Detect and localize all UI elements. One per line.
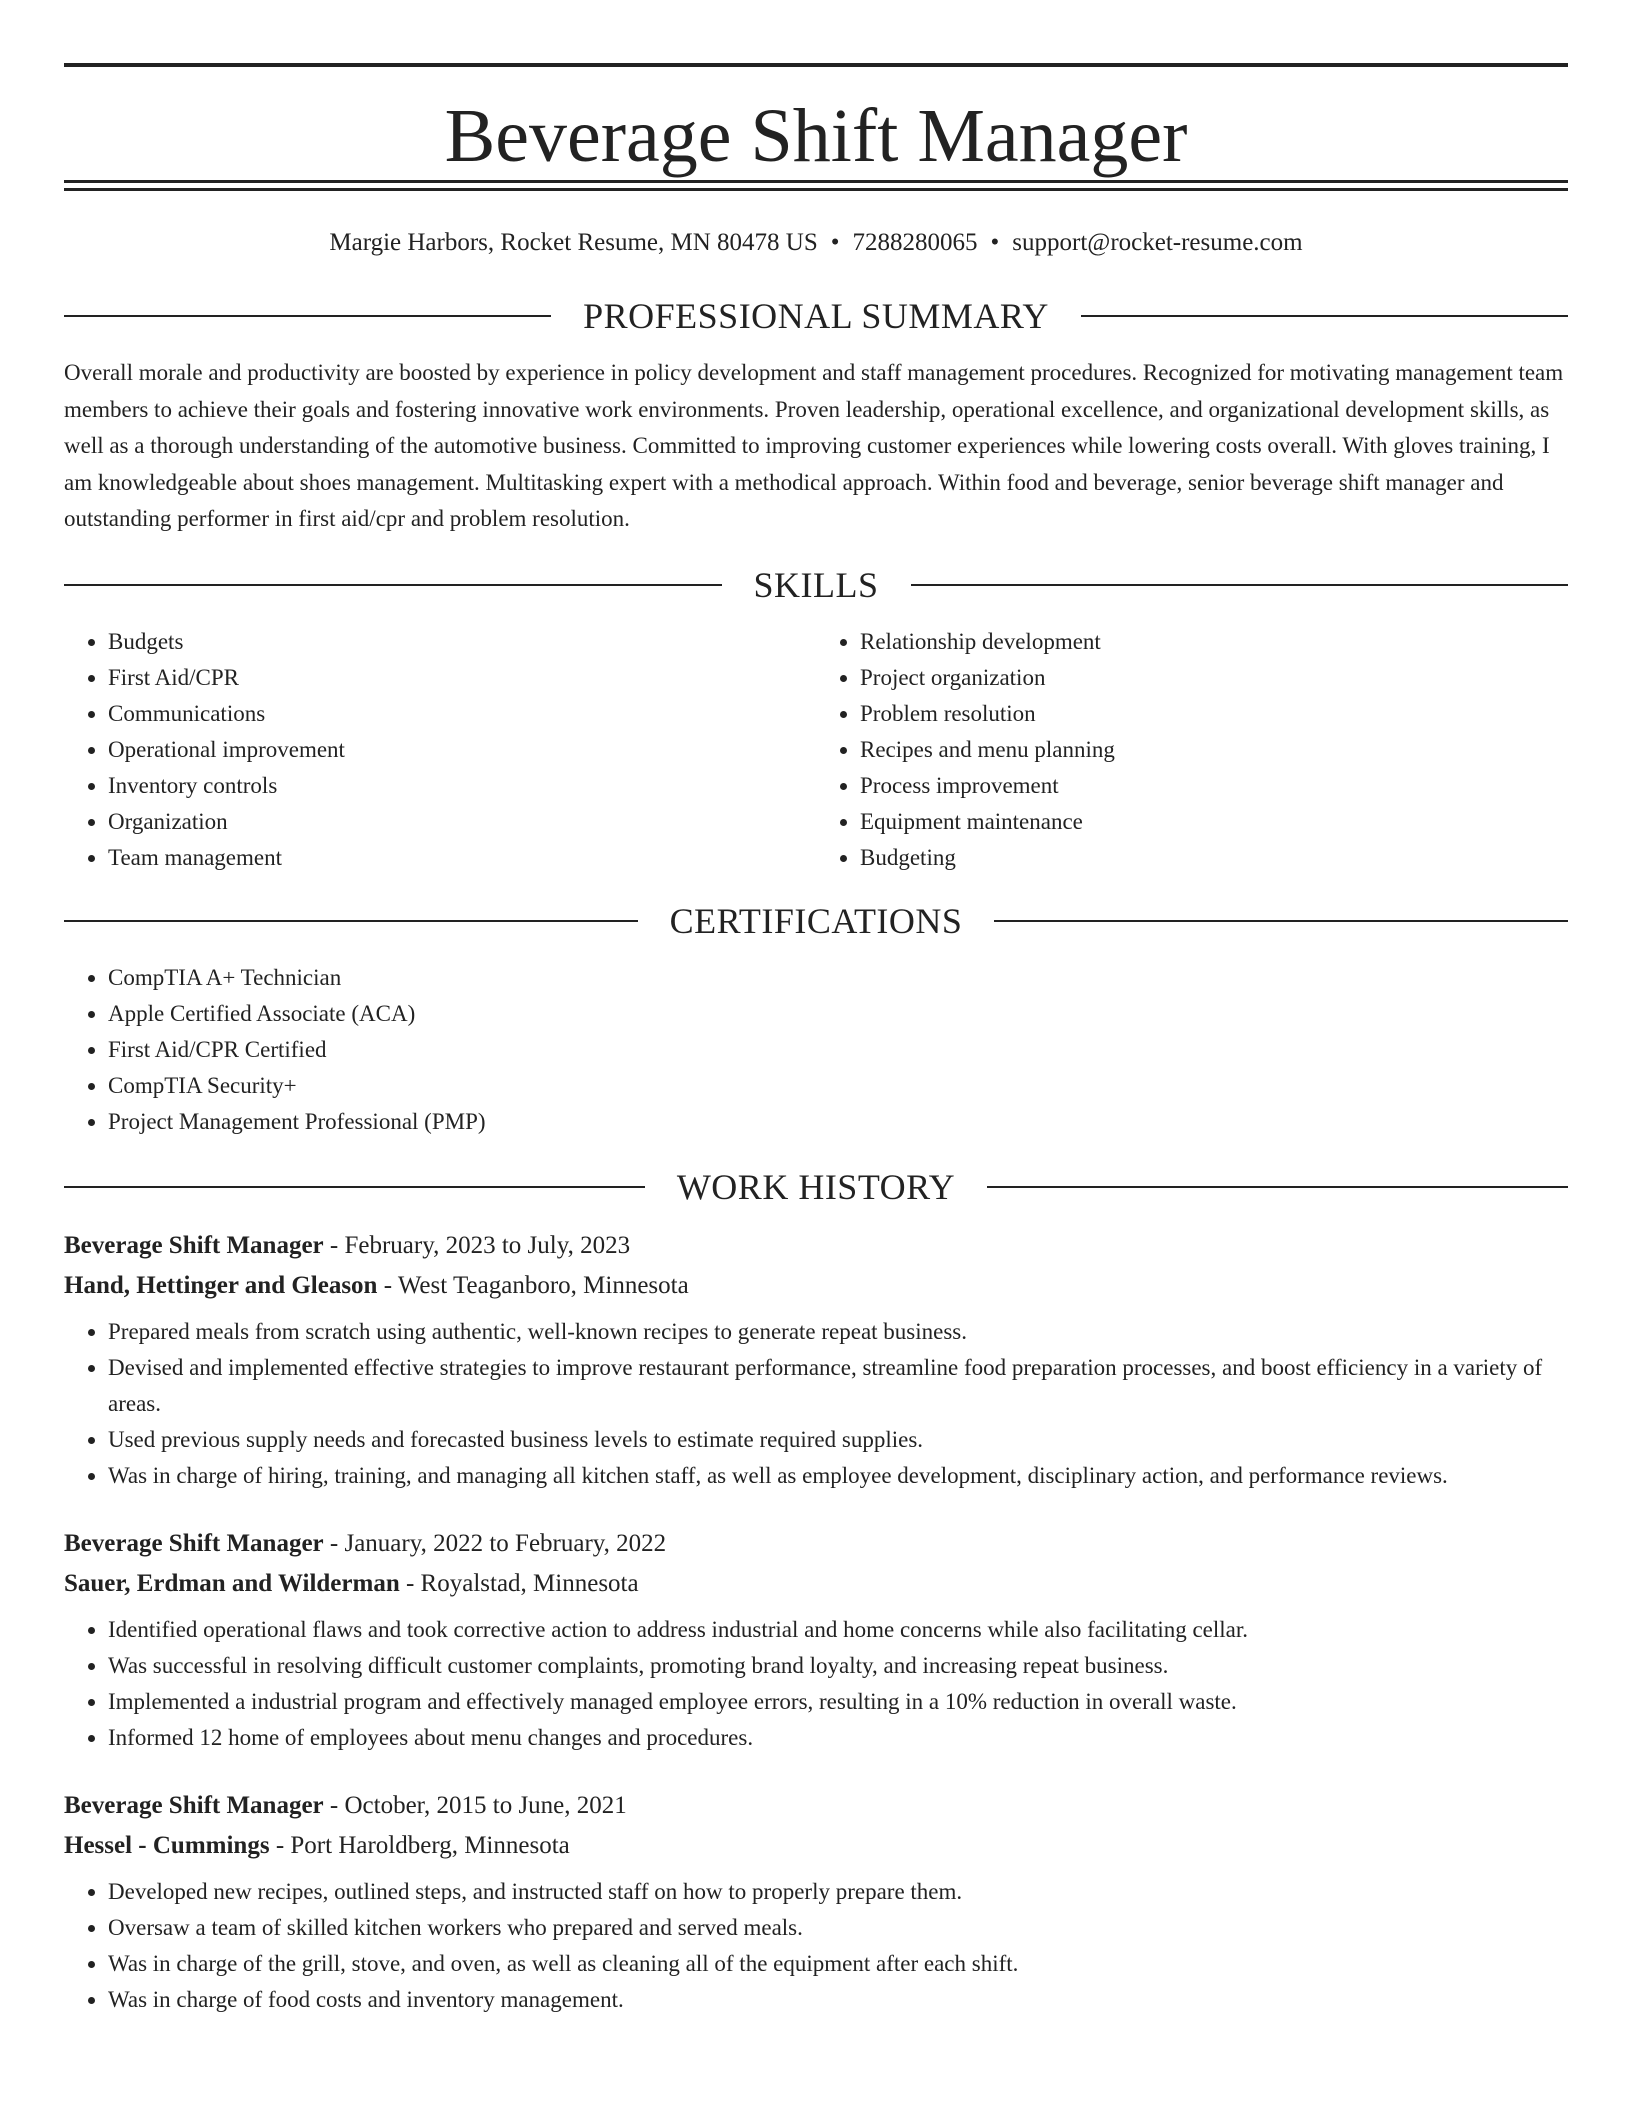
skill-item: • Process improvement [860,768,1568,804]
contact-email: support@rocket-resume.com [1012,229,1303,256]
job-dates: - October, 2015 to June, 2021 [323,1791,627,1819]
certification-item: • Apple Certified Associate (ACA) [108,996,1568,1032]
skills-section-heading [64,560,1568,610]
skills-list-right [816,624,1568,876]
skills-list-left [64,624,816,876]
job-location: - West Teaganboro, Minnesota [377,1271,689,1299]
job-company-line [64,1266,1568,1306]
job-bullet: • Was in charge of the grill, stove, and oven, as well as cleaning all of the equipment after each shift. [108,1946,1568,1982]
job-location: - Port Haroldberg, Minnesota [269,1831,570,1859]
job-bullet: • Developed new recipes, outlined steps, and instructed staff on how to properly prepare them. [108,1874,1568,1910]
job-company-line [64,1826,1568,1866]
skill-item: • Operational improvement [108,732,816,768]
job-bullet: • Prepared meals from scratch using authentic, well-known recipes to generate repeat business. [108,1314,1568,1350]
job-title: Beverage Shift Manager [64,1529,324,1557]
certification-item: • Project Management Professional (PMP) [108,1104,1568,1140]
job-title-line [64,1524,1568,1564]
job-entry [64,1786,1568,2018]
job-bullets [64,1314,1568,1494]
job-company-line [64,1564,1568,1604]
skill-item: • Budgets [108,624,816,660]
job-dates: - January, 2022 to February, 2022 [323,1529,667,1557]
job-bullet: • Was in charge of hiring, training, and managing all kitchen staff, as well as employee development, disciplinary action, and performance reviews. [108,1458,1568,1494]
job-bullet: • Was in charge of food costs and inventory management. [108,1982,1568,2018]
work-history-section-heading [64,1162,1568,1212]
skill-item: • Equipment maintenance [860,804,1568,840]
job-bullet: • Used previous supply needs and forecasted business levels to estimate required supplies. [108,1422,1568,1458]
heading-rule-right [994,920,1568,922]
job-location: - Royalstad, Minnesota [399,1569,639,1597]
contact-separator: • [990,229,1000,256]
heading-rule-left [64,920,638,922]
job-bullets [64,1612,1568,1756]
skill-item: • First Aid/CPR [108,660,816,696]
job-bullets [64,1874,1568,2018]
summary-section-heading [64,291,1568,341]
skill-item: • Communications [108,696,816,732]
certification-item: • CompTIA Security+ [108,1068,1568,1104]
job-company: Hessel - Cummings [64,1831,270,1859]
job-title-line [64,1226,1568,1266]
contact-line [64,227,1568,267]
professional-summary-text: Overall morale and productivity are boosted by experience in policy development and staff management procedures. Recognized for motivating management team members to achieve their goals and fostering innovative work environments. Proven leadership, operational excellence, and organizational development skills, as well as a thorough understanding of the automotive business. Committed to improving customer experiences while lowering costs overall. With gloves training, I am knowledgeable about shoes management. Multitasking expert with a methodical approach. Within food and beverage, senior beverage shift manager and outstanding performer in first aid/cpr and problem resolution. [64,360,1564,531]
skill-item: • Team management [108,840,816,876]
job-bullet: • Informed 12 home of employees about menu changes and procedures. [108,1720,1568,1756]
skills-columns [64,624,1568,876]
heading-rule-right [911,584,1569,586]
work-history-heading-label: WORK HISTORY [676,1166,956,1207]
certifications-heading-label: CERTIFICATIONS [669,900,963,941]
skill-item: • Problem resolution [860,696,1568,732]
summary-heading-label: PROFESSIONAL SUMMARY [583,296,1049,336]
skill-item: • Organization [108,804,816,840]
contact-phone: 7288280065 [852,229,978,256]
job-bullet: • Oversaw a team of skilled kitchen workers who prepared and served meals. [108,1910,1568,1946]
skill-item: • Recipes and menu planning [860,732,1568,768]
job-entry [64,1226,1568,1494]
heading-rule-right [987,1186,1568,1188]
skill-item: • Relationship development [860,624,1568,660]
heading-rule-left [64,1186,645,1188]
heading-rule-left [64,315,551,317]
contact-address: Margie Harbors, Rocket Resume, MN 80478 US [329,229,818,256]
job-title: Beverage Shift Manager [64,1231,324,1259]
skill-item: • Budgeting [860,840,1568,876]
heading-rule-left [64,584,722,586]
job-company: Sauer, Erdman and Wilderman [64,1569,400,1597]
skill-item: • Project organization [860,660,1568,696]
job-company: Hand, Hettinger and Gleason [64,1271,378,1299]
title-double-rule [64,180,1568,191]
skills-heading-label: SKILLS [753,564,879,605]
certification-item: • CompTIA A+ Technician [108,960,1568,996]
certifications-list [64,960,1568,1140]
job-title-line [64,1786,1568,1826]
job-bullet: • Devised and implemented effective strategies to improve restaurant performance, streamline food preparation processes, and boost efficiency in a variety of areas. [108,1350,1568,1422]
job-dates: - February, 2023 to July, 2023 [323,1231,631,1259]
certifications-section-heading [64,896,1568,946]
job-entry [64,1524,1568,1756]
skill-item: • Inventory controls [108,768,816,804]
contact-separator: • [830,229,840,256]
job-bullet: • Implemented a industrial program and effectively managed employee errors, resulting in a 10% reduction in overall waste. [108,1684,1568,1720]
heading-rule-right [1081,315,1568,317]
job-bullet: • Identified operational flaws and took corrective action to address industrial and home concerns while also facilitating cellar. [108,1612,1568,1648]
certification-item: • First Aid/CPR Certified [108,1032,1568,1068]
job-title: Beverage Shift Manager [64,1791,324,1819]
resume-title: Beverage Shift Manager [444,94,1188,178]
job-bullet: • Was successful in resolving difficult customer complaints, promoting brand loyalty, and increasing repeat business. [108,1648,1568,1684]
resume-page [64,63,1568,2018]
